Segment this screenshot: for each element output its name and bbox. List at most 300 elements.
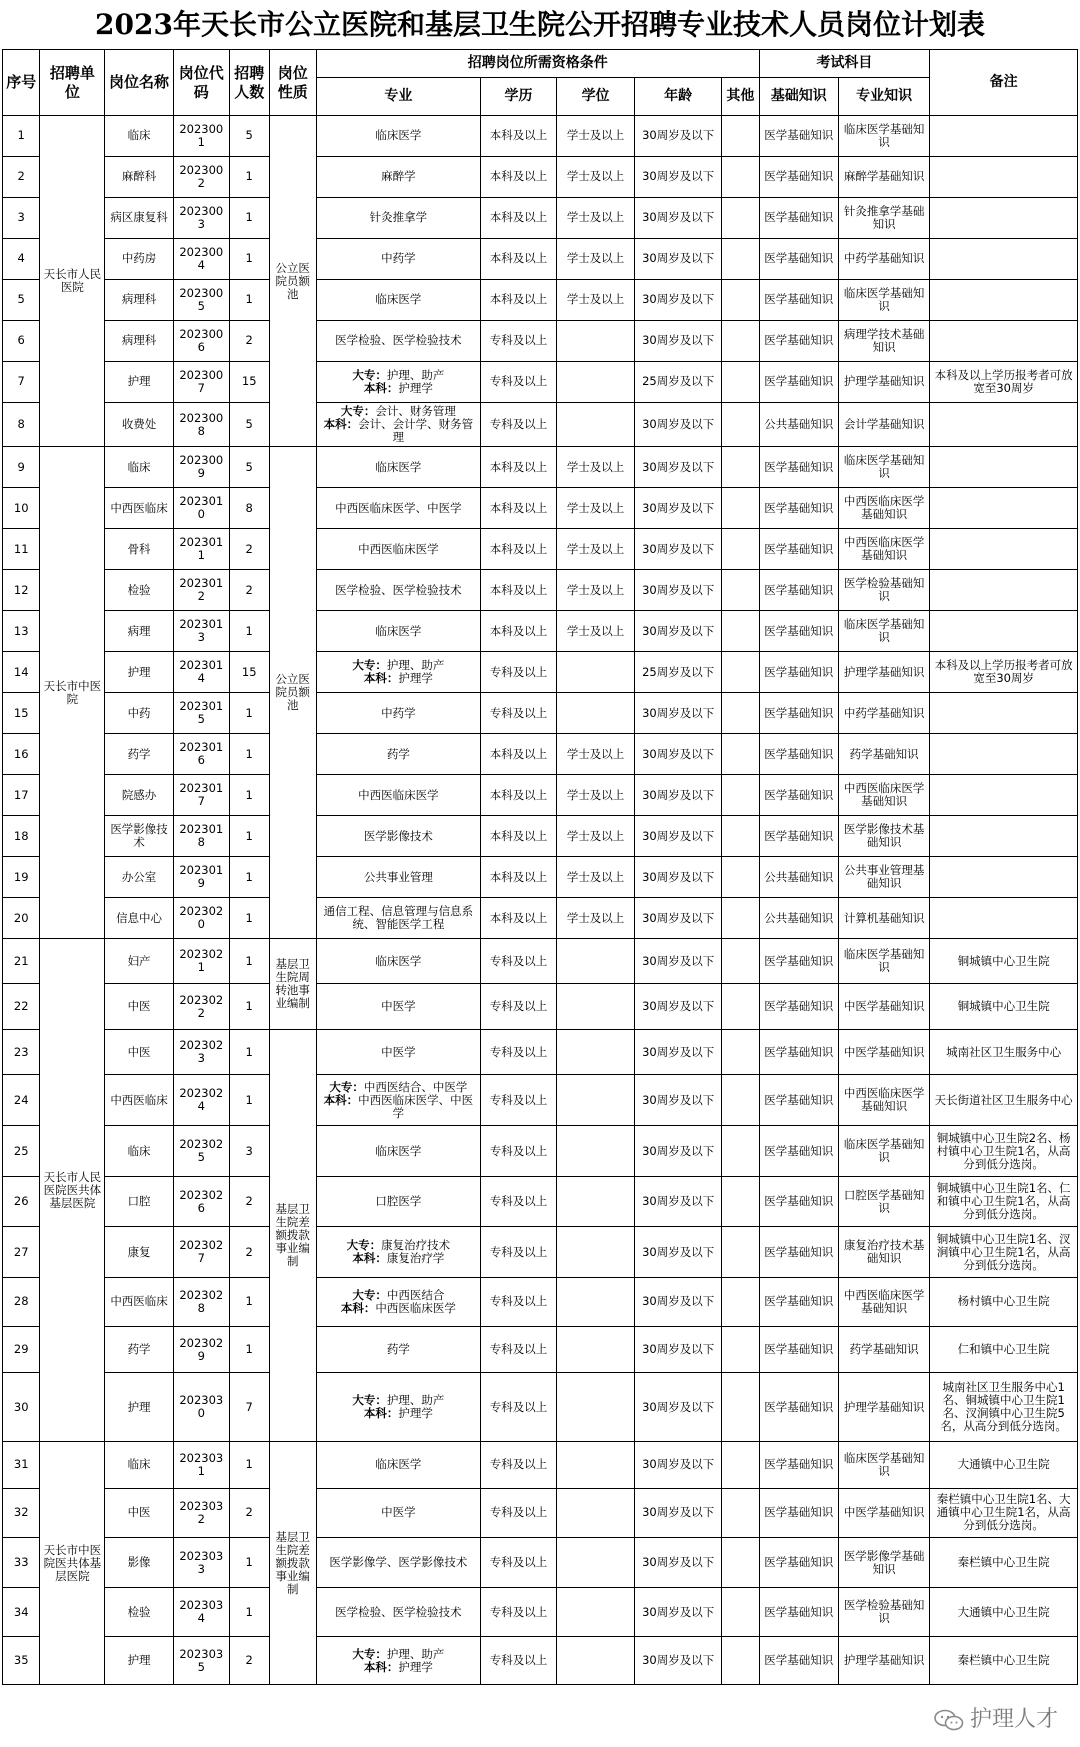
cell-age: 30周岁及以下: [635, 693, 722, 734]
cell-education: 专科及以上: [480, 1029, 556, 1074]
cell-major: 医学检验、医学检验技术: [316, 570, 480, 611]
cell-code: 2023034: [173, 1588, 229, 1637]
cell-code: 2023020: [173, 898, 229, 939]
cell-position: 中医: [105, 1488, 173, 1538]
table-row: [3, 156, 1078, 197]
cell-basic-knowledge: 医学基础知识: [759, 361, 838, 402]
cell-remark: 仁和镇中心卫生院: [930, 1326, 1078, 1373]
table-row: [3, 361, 1078, 402]
cell-position: 办公室: [105, 857, 173, 898]
cell-position: 临床: [105, 1442, 173, 1489]
cell-professional-knowledge: 医学检验基础知识: [838, 570, 929, 611]
header-nature: 岗位性质: [269, 50, 316, 116]
cell-code: 2023019: [173, 857, 229, 898]
cell-remark: 铜城镇中心卫生院: [930, 984, 1078, 1029]
cell-code: 2023029: [173, 1326, 229, 1373]
cell-seq: 2: [3, 156, 40, 197]
cell-professional-knowledge: 中西医临床医学基础知识: [838, 488, 929, 529]
cell-other: [722, 1278, 759, 1327]
cell-age: 30周岁及以下: [635, 611, 722, 652]
major-line: [319, 1661, 478, 1674]
cell-education: 本科及以上: [480, 238, 556, 279]
cell-position: 中医: [105, 1029, 173, 1074]
cell-position: 病理科: [105, 279, 173, 320]
cell-seq: 24: [3, 1075, 40, 1126]
cell-code: 2023015: [173, 693, 229, 734]
cell-education: 本科及以上: [480, 611, 556, 652]
cell-remark: 城南社区卫生服务中心: [930, 1029, 1078, 1074]
cell-education: 本科及以上: [480, 447, 556, 488]
cell-code: 2023010: [173, 488, 229, 529]
cell-degree: [556, 1637, 634, 1685]
cell-basic-knowledge: 医学基础知识: [759, 279, 838, 320]
table-row: [3, 197, 1078, 238]
major-text: 康复治疗技术: [381, 1238, 451, 1253]
watermark-text: 护理人才: [969, 1707, 1058, 1732]
cell-seq: 18: [3, 816, 40, 857]
cell-basic-knowledge: 医学基础知识: [759, 529, 838, 570]
cell-code: 2023031: [173, 1442, 229, 1489]
cell-other: [722, 1326, 759, 1373]
major-text: 康复治疗学: [386, 1251, 445, 1266]
cell-code: 2023009: [173, 447, 229, 488]
cell-basic-knowledge: 医学基础知识: [759, 1126, 838, 1177]
table-row: [3, 693, 1078, 734]
table-row: [3, 116, 1078, 157]
cell-code: 2023014: [173, 652, 229, 693]
cell-professional-knowledge: 中西医临床医学基础知识: [838, 529, 929, 570]
cell-professional-knowledge: 医学影像学基础知识: [838, 1538, 929, 1588]
cell-basic-knowledge: 医学基础知识: [759, 1278, 838, 1327]
cell-position: 口腔: [105, 1177, 173, 1227]
cell-degree: [556, 1442, 634, 1489]
cell-remark: [930, 238, 1078, 279]
cell-major: 医学检验、医学检验技术: [316, 1588, 480, 1637]
major-line: [319, 672, 478, 685]
cell-remark: 铜城镇中心卫生院1名、汊涧镇中心卫生院1名，从高分到低分选岗。: [930, 1227, 1078, 1278]
cell-degree: [556, 1373, 634, 1442]
cell-seq: 15: [3, 693, 40, 734]
cell-code: 2023025: [173, 1126, 229, 1177]
cell-count: 8: [229, 488, 269, 529]
cell-degree: 学士及以上: [556, 488, 634, 529]
cell-age: 30周岁及以下: [635, 939, 722, 984]
major-level-label: 本科：: [340, 1300, 376, 1315]
cell-basic-knowledge: 医学基础知识: [759, 1373, 838, 1442]
header-count: 招聘人数: [229, 50, 269, 116]
cell-major: [316, 1637, 480, 1685]
cell-count: 1: [229, 1442, 269, 1489]
table-row: [3, 652, 1078, 693]
cell-remark: [930, 402, 1078, 446]
cell-position: 护理: [105, 361, 173, 402]
cell-seq: 5: [3, 279, 40, 320]
major-text: 护理学: [398, 1406, 433, 1421]
cell-professional-knowledge: 计算机基础知识: [838, 898, 929, 939]
cell-education: 专科及以上: [480, 361, 556, 402]
cell-other: [722, 529, 759, 570]
table-row: [3, 1488, 1078, 1538]
major-level-label: 本科：: [323, 417, 359, 432]
major-text: 中西医结合、中医学: [363, 1079, 468, 1094]
cell-remark: [930, 488, 1078, 529]
cell-major: 中西医临床医学、中医学: [316, 488, 480, 529]
cell-remark: [930, 116, 1078, 157]
cell-degree: [556, 1227, 634, 1278]
cell-professional-knowledge: 临床医学基础知识: [838, 279, 929, 320]
cell-degree: [556, 1538, 634, 1588]
cell-basic-knowledge: 医学基础知识: [759, 1177, 838, 1227]
cell-education: 专科及以上: [480, 1588, 556, 1637]
cell-count: 1: [229, 1588, 269, 1637]
cell-code: 2023017: [173, 775, 229, 816]
cell-count: 1: [229, 857, 269, 898]
cell-count: 1: [229, 279, 269, 320]
cell-remark: [930, 693, 1078, 734]
major-text: 护理、助产: [386, 1646, 445, 1661]
major-level-label: 大专：: [352, 367, 387, 382]
cell-basic-knowledge: 医学基础知识: [759, 238, 838, 279]
cell-education: 专科及以上: [480, 1278, 556, 1327]
cell-position: 护理: [105, 1373, 173, 1442]
major-level-label: 本科：: [323, 1092, 359, 1107]
table-row: [3, 238, 1078, 279]
cell-major: 临床医学: [316, 447, 480, 488]
cell-other: [722, 570, 759, 611]
cell-count: 5: [229, 447, 269, 488]
cell-basic-knowledge: 医学基础知识: [759, 939, 838, 984]
cell-seq: 33: [3, 1538, 40, 1588]
cell-degree: [556, 361, 634, 402]
cell-major: 临床医学: [316, 116, 480, 157]
cell-remark: [930, 816, 1078, 857]
table-row: [3, 1278, 1078, 1327]
cell-age: 30周岁及以下: [635, 775, 722, 816]
table-row: [3, 1637, 1078, 1685]
cell-count: 1: [229, 693, 269, 734]
major-text: 护理、助产: [386, 367, 445, 382]
cell-seq: 12: [3, 570, 40, 611]
page-title: 2023年天长市公立医院和基层卫生院公开招聘专业技术人员岗位计划表: [95, 8, 985, 41]
cell-count: 2: [229, 320, 269, 361]
cell-count: 1: [229, 197, 269, 238]
major-text: 中西医临床医学: [375, 1300, 456, 1315]
cell-basic-knowledge: 公共基础知识: [759, 402, 838, 446]
cell-degree: [556, 939, 634, 984]
cell-seq: 7: [3, 361, 40, 402]
table-row: [3, 1588, 1078, 1637]
header-position: 岗位名称: [105, 50, 173, 116]
cell-basic-knowledge: 医学基础知识: [759, 156, 838, 197]
cell-count: 1: [229, 238, 269, 279]
cell-professional-knowledge: 临床医学基础知识: [838, 611, 929, 652]
cell-other: [722, 693, 759, 734]
cell-seq: 16: [3, 734, 40, 775]
cell-basic-knowledge: 医学基础知识: [759, 984, 838, 1029]
header-degree: 学位: [556, 78, 634, 116]
cell-remark: 大通镇中心卫生院: [930, 1442, 1078, 1489]
major-text: 中西医结合: [386, 1287, 445, 1302]
table-row: [3, 320, 1078, 361]
table-row: [3, 402, 1078, 446]
cell-remark: [930, 775, 1078, 816]
cell-age: 30周岁及以下: [635, 279, 722, 320]
cell-major: 医学影像学、医学影像技术: [316, 1538, 480, 1588]
cell-age: 30周岁及以下: [635, 816, 722, 857]
cell-age: 30周岁及以下: [635, 1177, 722, 1227]
cell-position: 药学: [105, 1326, 173, 1373]
table-row: [3, 1075, 1078, 1126]
cell-code: 2023030: [173, 1373, 229, 1442]
cell-education: 本科及以上: [480, 816, 556, 857]
cell-count: 1: [229, 734, 269, 775]
cell-degree: [556, 652, 634, 693]
wechat-icon: [934, 1709, 964, 1731]
major-text: 会计、财务管理: [375, 404, 456, 419]
cell-degree: 学士及以上: [556, 197, 634, 238]
cell-other: [722, 652, 759, 693]
cell-professional-knowledge: 药学基础知识: [838, 734, 929, 775]
cell-age: 30周岁及以下: [635, 156, 722, 197]
cell-code: 2023003: [173, 197, 229, 238]
cell-remark: 本科及以上学历报考者可放宽至30周岁: [930, 361, 1078, 402]
major-level-label: 大专：: [352, 658, 387, 673]
major-level-label: 大专：: [352, 1287, 387, 1302]
cell-degree: 学士及以上: [556, 116, 634, 157]
table-row: [3, 939, 1078, 984]
major-level-label: 本科：: [363, 1659, 399, 1674]
table-row: [3, 279, 1078, 320]
table-row: [3, 1538, 1078, 1588]
recruitment-plan-table: [2, 49, 1078, 1685]
header-education: 学历: [480, 78, 556, 116]
table-row: [3, 775, 1078, 816]
cell-count: 1: [229, 1278, 269, 1327]
cell-major: [316, 652, 480, 693]
cell-major: 临床医学: [316, 939, 480, 984]
cell-other: [722, 116, 759, 157]
table-row: [3, 857, 1078, 898]
cell-nature: 基层卫生院差额拨款事业编制: [269, 1442, 316, 1685]
cell-count: 1: [229, 939, 269, 984]
cell-age: 30周岁及以下: [635, 447, 722, 488]
table-row: [3, 529, 1078, 570]
cell-age: 30周岁及以下: [635, 1538, 722, 1588]
cell-professional-knowledge: 临床医学基础知识: [838, 447, 929, 488]
cell-seq: 31: [3, 1442, 40, 1489]
cell-professional-knowledge: 病理学技术基础知识: [838, 320, 929, 361]
cell-count: 1: [229, 1029, 269, 1074]
cell-major: 中药学: [316, 238, 480, 279]
cell-count: 1: [229, 611, 269, 652]
cell-code: 2023012: [173, 570, 229, 611]
cell-seq: 9: [3, 447, 40, 488]
table-row: [3, 1126, 1078, 1177]
cell-seq: 34: [3, 1588, 40, 1637]
cell-professional-knowledge: 中医学基础知识: [838, 984, 929, 1029]
cell-professional-knowledge: 中西医临床医学基础知识: [838, 775, 929, 816]
major-text: 护理、助产: [386, 1393, 445, 1408]
cell-seq: 22: [3, 984, 40, 1029]
cell-education: 专科及以上: [480, 984, 556, 1029]
cell-seq: 32: [3, 1488, 40, 1538]
cell-degree: 学士及以上: [556, 529, 634, 570]
cell-age: 30周岁及以下: [635, 898, 722, 939]
cell-seq: 26: [3, 1177, 40, 1227]
cell-count: 2: [229, 1177, 269, 1227]
cell-seq: 4: [3, 238, 40, 279]
cell-position: 中药: [105, 693, 173, 734]
header-seq: 序号: [3, 50, 40, 116]
cell-education: 专科及以上: [480, 1227, 556, 1278]
cell-major: [316, 402, 480, 446]
cell-basic-knowledge: 医学基础知识: [759, 197, 838, 238]
cell-professional-knowledge: 会计学基础知识: [838, 402, 929, 446]
cell-major: [316, 361, 480, 402]
cell-basic-knowledge: 医学基础知识: [759, 488, 838, 529]
cell-other: [722, 488, 759, 529]
cell-seq: 1: [3, 116, 40, 157]
cell-professional-knowledge: 医学检验基础知识: [838, 1588, 929, 1637]
cell-degree: 学士及以上: [556, 734, 634, 775]
cell-remark: [930, 611, 1078, 652]
cell-nature: 基层卫生院差额拨款事业编制: [269, 1029, 316, 1441]
cell-other: [722, 156, 759, 197]
cell-education: 专科及以上: [480, 1488, 556, 1538]
cell-position: 中西医临床: [105, 488, 173, 529]
cell-position: 医学影像技术: [105, 816, 173, 857]
cell-basic-knowledge: 医学基础知识: [759, 1488, 838, 1538]
cell-code: 2023024: [173, 1075, 229, 1126]
cell-code: 2023027: [173, 1227, 229, 1278]
cell-position: 骨科: [105, 529, 173, 570]
cell-basic-knowledge: 医学基础知识: [759, 320, 838, 361]
cell-count: 1: [229, 898, 269, 939]
cell-remark: 秦栏镇中心卫生院: [930, 1538, 1078, 1588]
table-row: [3, 1442, 1078, 1489]
cell-degree: [556, 984, 634, 1029]
cell-age: 30周岁及以下: [635, 320, 722, 361]
cell-unit: 天长市中医院医共体基层医院: [40, 1442, 105, 1685]
header-other: 其他: [722, 78, 759, 116]
cell-remark: [930, 570, 1078, 611]
table-row: [3, 734, 1078, 775]
cell-basic-knowledge: 医学基础知识: [759, 775, 838, 816]
major-text: 中西医临床医学、中医学: [358, 1092, 474, 1120]
cell-degree: 学士及以上: [556, 611, 634, 652]
cell-major: 中西医临床医学: [316, 529, 480, 570]
cell-seq: 3: [3, 197, 40, 238]
cell-other: [722, 816, 759, 857]
cell-basic-knowledge: 医学基础知识: [759, 611, 838, 652]
cell-position: 病区康复科: [105, 197, 173, 238]
cell-nature: 公立医院员额池: [269, 116, 316, 447]
cell-seq: 14: [3, 652, 40, 693]
major-level-label: 本科：: [352, 1251, 387, 1266]
cell-code: 2023004: [173, 238, 229, 279]
major-level-label: 本科：: [363, 380, 399, 395]
cell-other: [722, 1029, 759, 1074]
cell-code: 2023032: [173, 1488, 229, 1538]
cell-count: 2: [229, 1488, 269, 1538]
cell-other: [722, 939, 759, 984]
cell-basic-knowledge: 医学基础知识: [759, 816, 838, 857]
cell-major: [316, 1075, 480, 1126]
cell-code: 2023002: [173, 156, 229, 197]
cell-code: 2023001: [173, 116, 229, 157]
major-level-label: 大专：: [352, 1646, 387, 1661]
cell-code: 2023008: [173, 402, 229, 446]
cell-major: 口腔医学: [316, 1177, 480, 1227]
major-text: 护理、助产: [386, 658, 445, 673]
major-text: 会计、会计学、财务管理: [358, 417, 474, 445]
cell-professional-knowledge: 针灸推拿学基础知识: [838, 197, 929, 238]
cell-major: 临床医学: [316, 1126, 480, 1177]
cell-major: 医学检验、医学检验技术: [316, 320, 480, 361]
header-qualification-group: 招聘岗位所需资格条件: [316, 50, 759, 78]
cell-education: 本科及以上: [480, 279, 556, 320]
cell-basic-knowledge: 医学基础知识: [759, 1588, 838, 1637]
cell-age: 30周岁及以下: [635, 1588, 722, 1637]
cell-seq: 23: [3, 1029, 40, 1074]
cell-count: 1: [229, 1326, 269, 1373]
cell-age: 30周岁及以下: [635, 1373, 722, 1442]
cell-other: [722, 1373, 759, 1442]
cell-count: 1: [229, 1538, 269, 1588]
cell-degree: 学士及以上: [556, 447, 634, 488]
cell-age: 25周岁及以下: [635, 652, 722, 693]
cell-remark: [930, 857, 1078, 898]
cell-code: 2023035: [173, 1637, 229, 1685]
cell-degree: [556, 1326, 634, 1373]
cell-seq: 17: [3, 775, 40, 816]
cell-degree: 学士及以上: [556, 816, 634, 857]
cell-position: 中西医临床: [105, 1075, 173, 1126]
cell-education: 本科及以上: [480, 488, 556, 529]
cell-age: 30周岁及以下: [635, 1278, 722, 1327]
cell-seq: 21: [3, 939, 40, 984]
cell-age: 30周岁及以下: [635, 116, 722, 157]
cell-position: 检验: [105, 570, 173, 611]
cell-basic-knowledge: 医学基础知识: [759, 693, 838, 734]
cell-count: 1: [229, 775, 269, 816]
cell-position: 临床: [105, 1126, 173, 1177]
cell-age: 30周岁及以下: [635, 1126, 722, 1177]
cell-other: [722, 1177, 759, 1227]
cell-education: 本科及以上: [480, 529, 556, 570]
cell-remark: 大通镇中心卫生院: [930, 1588, 1078, 1637]
cell-degree: [556, 1488, 634, 1538]
cell-basic-knowledge: 医学基础知识: [759, 1538, 838, 1588]
cell-education: 专科及以上: [480, 1177, 556, 1227]
cell-other: [722, 1126, 759, 1177]
cell-education: 本科及以上: [480, 857, 556, 898]
cell-other: [722, 361, 759, 402]
cell-other: [722, 734, 759, 775]
cell-basic-knowledge: 医学基础知识: [759, 734, 838, 775]
table-row: [3, 570, 1078, 611]
cell-other: [722, 775, 759, 816]
cell-professional-knowledge: 护理学基础知识: [838, 1637, 929, 1685]
cell-major: 临床医学: [316, 279, 480, 320]
cell-basic-knowledge: 公共基础知识: [759, 898, 838, 939]
cell-professional-knowledge: 中药学基础知识: [838, 693, 929, 734]
cell-major: 中西医临床医学: [316, 775, 480, 816]
cell-count: 15: [229, 361, 269, 402]
watermark: [934, 1702, 1058, 1733]
table-row: [3, 984, 1078, 1029]
cell-age: 25周岁及以下: [635, 361, 722, 402]
